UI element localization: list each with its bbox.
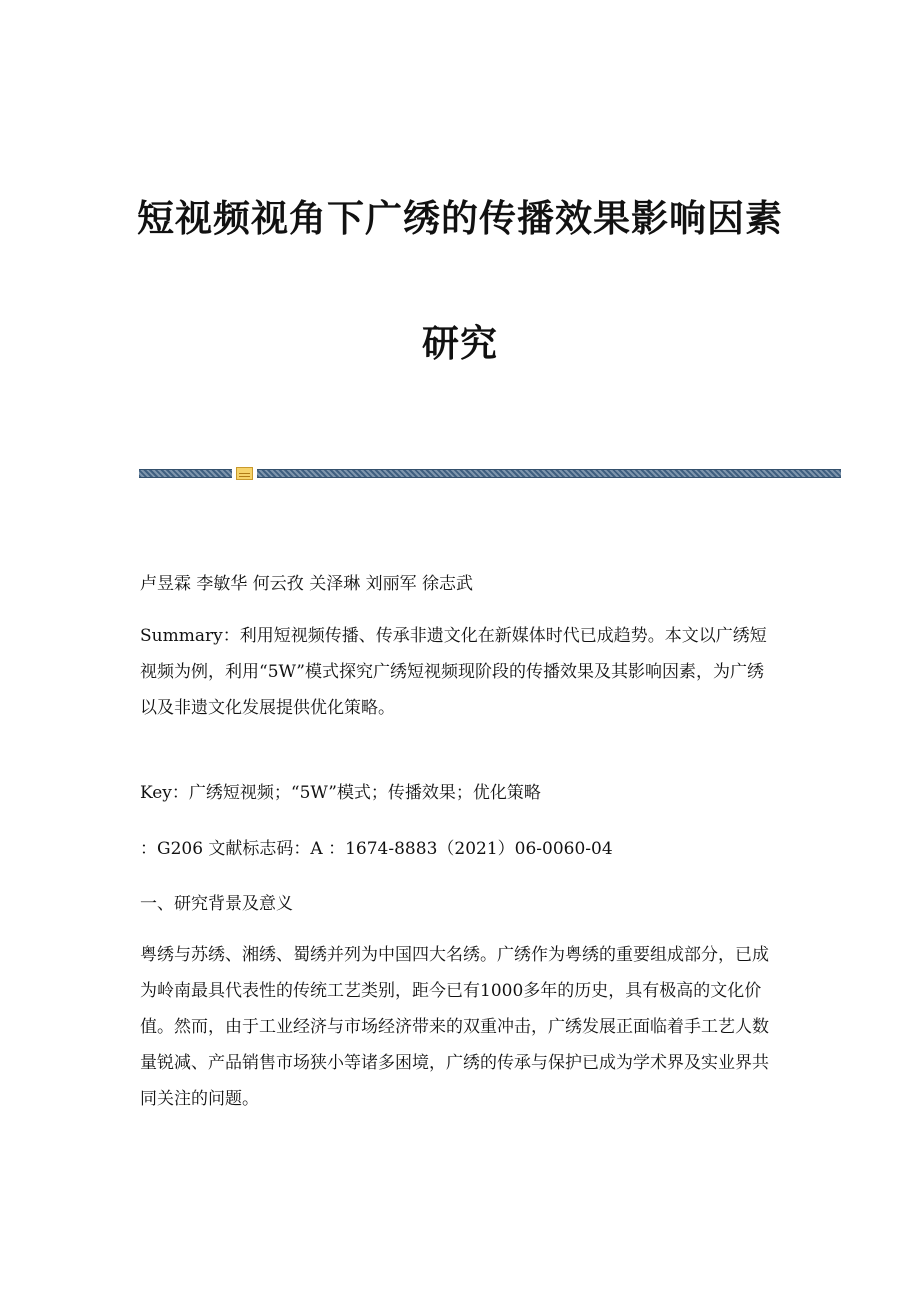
document-title-line-2: 研究 — [422, 321, 498, 365]
classification-line: ：G206 文献标志码：A ：1674-8883（2021）06-0060-04 — [140, 839, 613, 859]
summary-paragraph: Summary：利用短视频传播、传承非遗文化在新媒体时代已成趋势。本文以广绣短视频为例，利用“5W”模式探究广绣短视频现阶段的传播效果及其影响因素，为广绣以及非遗文化发展提供优化策略。 — [140, 626, 767, 718]
keywords-line: Key：广绣短视频；“5W”模式；传播效果；优化策略 — [140, 783, 541, 803]
document-title-line-1: 短视频视角下广绣的传播效果影响因素 — [137, 196, 783, 240]
title-divider-right — [257, 469, 841, 478]
body-paragraph: 粤绣与苏绣、湘绣、蜀绣并列为中国四大名绣。广绣作为粤绣的重要组成部分，已成为岭南最具代表性的传统工艺类别，距今已有1000多年的历史，具有极高的文化价值。然而，由于工业经济与市场经济带来的双重冲击，广绣发展正面临着手工艺人数量锐减、产品销售市场狭小等诸多困境，广绣的传承与保护已成为学术界及实业界共同关注的问题。 — [140, 945, 769, 1109]
title-divider-left — [139, 469, 232, 478]
author-list: 卢昱霖 李敏华 何云孜 关泽琳 刘丽军 徐志武 — [140, 574, 474, 594]
section-heading: 一、研究背景及意义 — [140, 894, 293, 914]
divider-ornament-icon — [236, 467, 253, 480]
